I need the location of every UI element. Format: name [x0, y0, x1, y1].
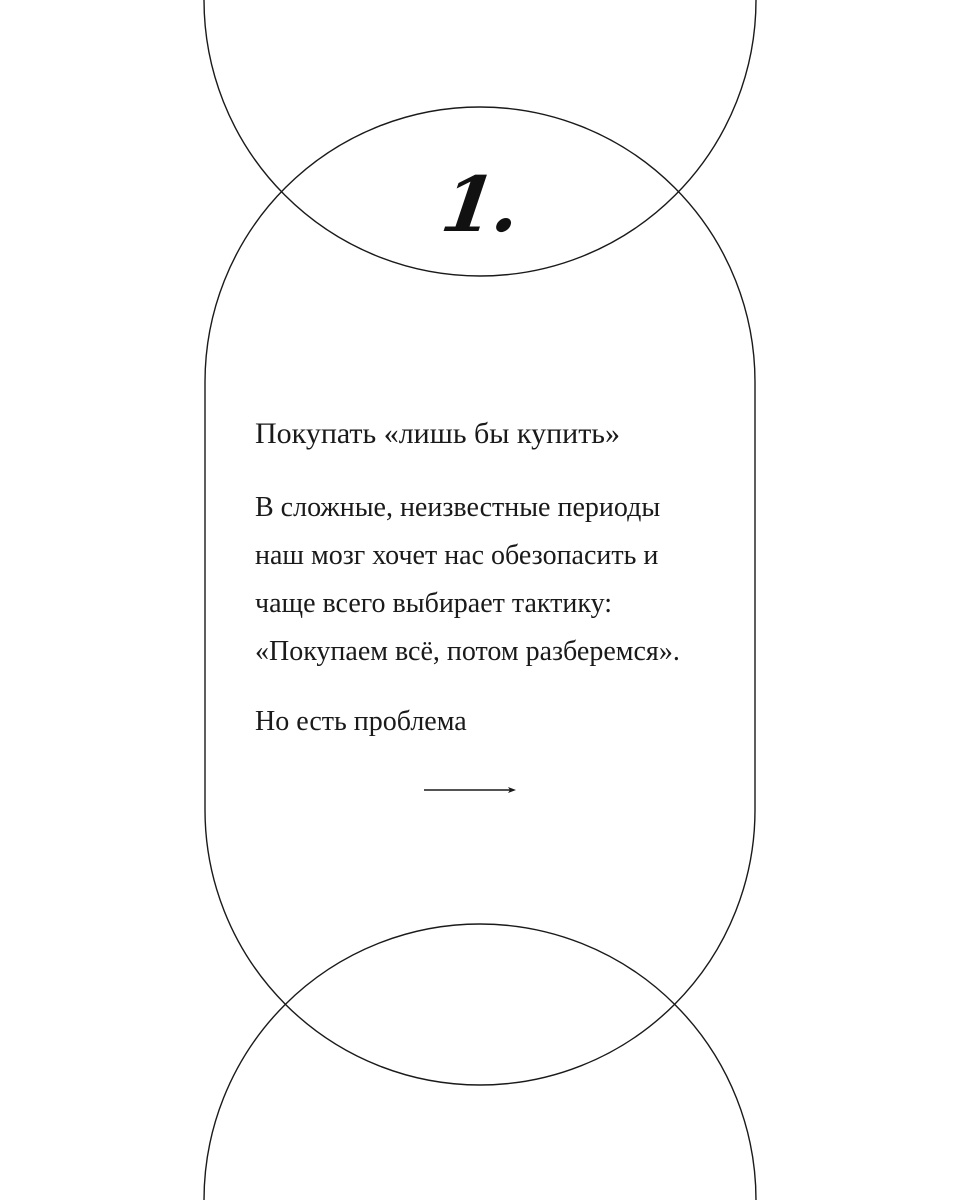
slide-title: Покупать «лишь бы купить» — [255, 417, 620, 450]
slide-body-text: В сложные, неизвестные периоды наш мозг хочет нас обезопасить и чаще всего выбирает тактику: «Покупаем всё, потом разберемся». — [255, 492, 680, 667]
slide-closing-text: Но есть проблема — [255, 706, 467, 737]
slide-number: 1. — [436, 160, 524, 249]
bottom-circle-outline — [204, 924, 756, 1200]
next-arrow-icon[interactable] — [424, 787, 516, 793]
